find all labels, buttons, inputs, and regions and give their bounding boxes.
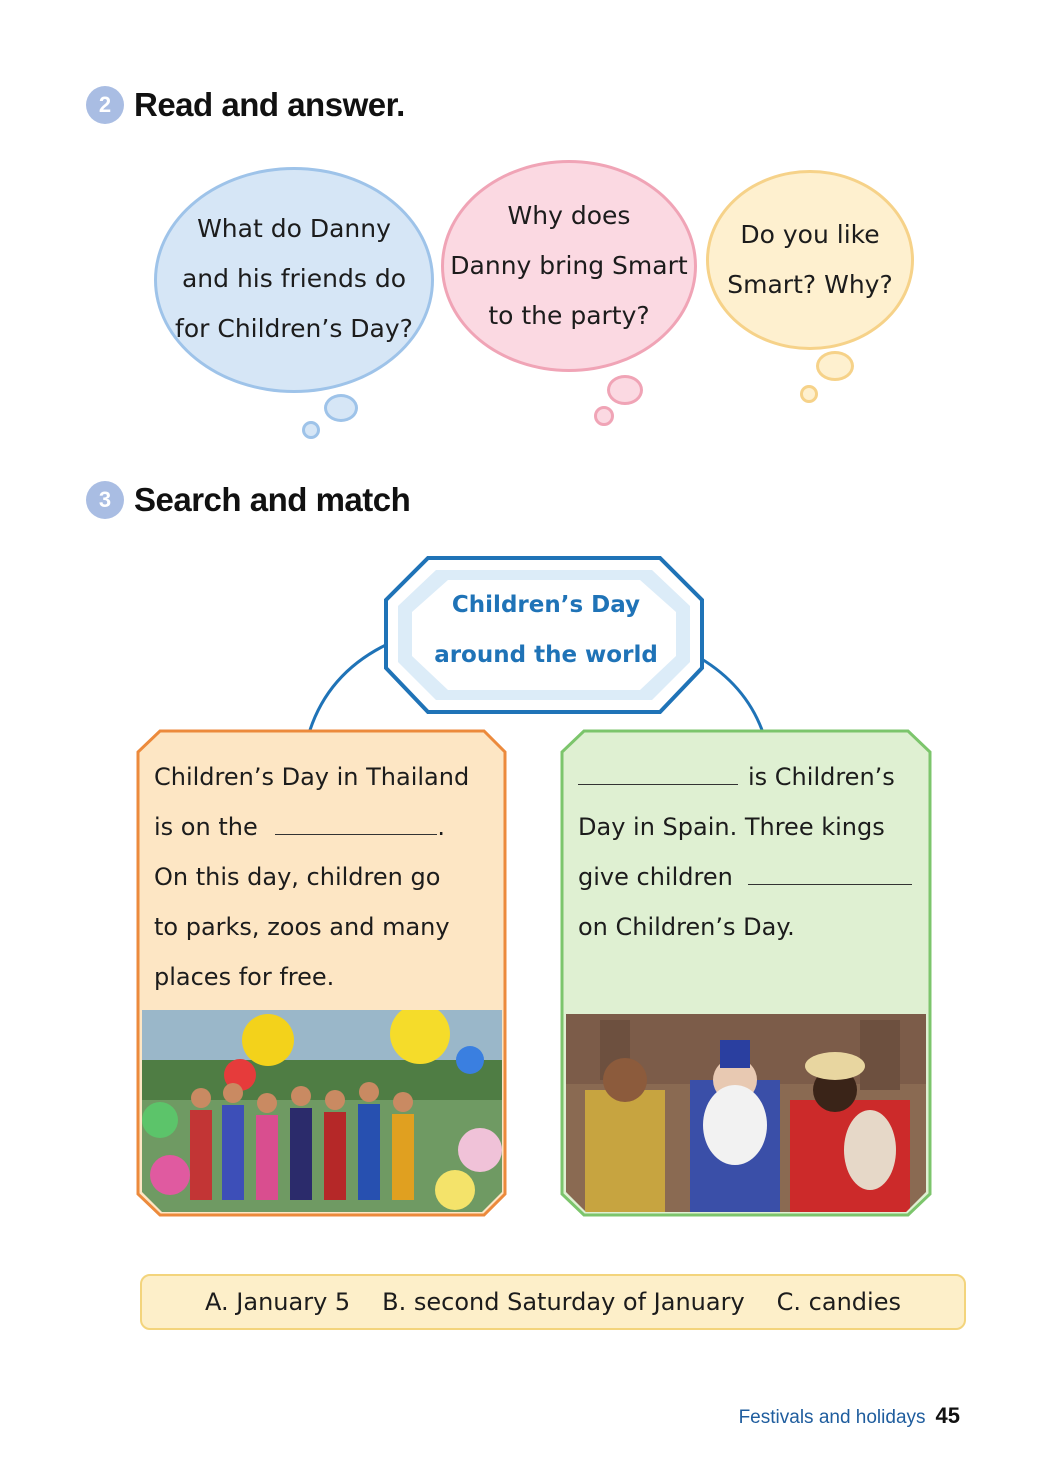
answer-blank[interactable] [748,862,912,885]
card-line-text: . [437,813,445,841]
option-b: B. second Saturday of January [382,1288,745,1316]
thailand-photo [142,1004,502,1212]
bubble-line: and his friends do [181,264,406,293]
connector-left [310,642,392,730]
option-a: A. January 5 [205,1288,351,1316]
bubble-line: Danny bring Smart [450,251,688,280]
option-c: C. candies [776,1288,901,1316]
bubble-line: Why does [507,201,631,230]
card-line [578,852,912,902]
section-number-badge: 2 [86,86,124,124]
answer-blank[interactable] [275,812,437,835]
spain-text [578,752,912,952]
section-title: Search and match [134,481,411,518]
section-title: Read and answer. [134,86,405,123]
card-line [154,802,469,852]
page-footer [739,1403,960,1429]
card-line: On this day, children go [154,863,441,891]
spain-photo [566,1014,926,1212]
thailand-text [154,752,469,1002]
card-line-text: is on the [154,813,258,841]
answer-options-box [140,1274,966,1330]
answer-blank[interactable] [578,762,738,785]
card-line: Day in Spain. Three kings [578,813,885,841]
hub-line: around the world [434,642,658,668]
bubble-line: for Children’s Day? [175,314,413,343]
card-line [578,752,912,802]
card-line: places for free. [154,963,335,991]
bubble-line: What do Danny [197,214,391,243]
card-line-text: is Children’s [748,763,895,791]
hub-line: Children’s Day [451,592,641,618]
card-line: to parks, zoos and many [154,913,450,941]
card-line-text: give children [578,863,733,891]
connector-right [700,658,762,730]
page-number: 45 [935,1403,960,1428]
bubble-line: to the party? [488,301,650,330]
section-number-badge: 3 [86,481,124,519]
bubble-line: Do you like [740,220,880,249]
bubble-line: Smart? Why? [727,270,893,299]
card-line: on Children’s Day. [578,913,795,941]
card-line: Children’s Day in Thailand [154,763,470,791]
footer-label: Festivals and holidays [738,1407,926,1428]
hub-title [400,580,692,680]
